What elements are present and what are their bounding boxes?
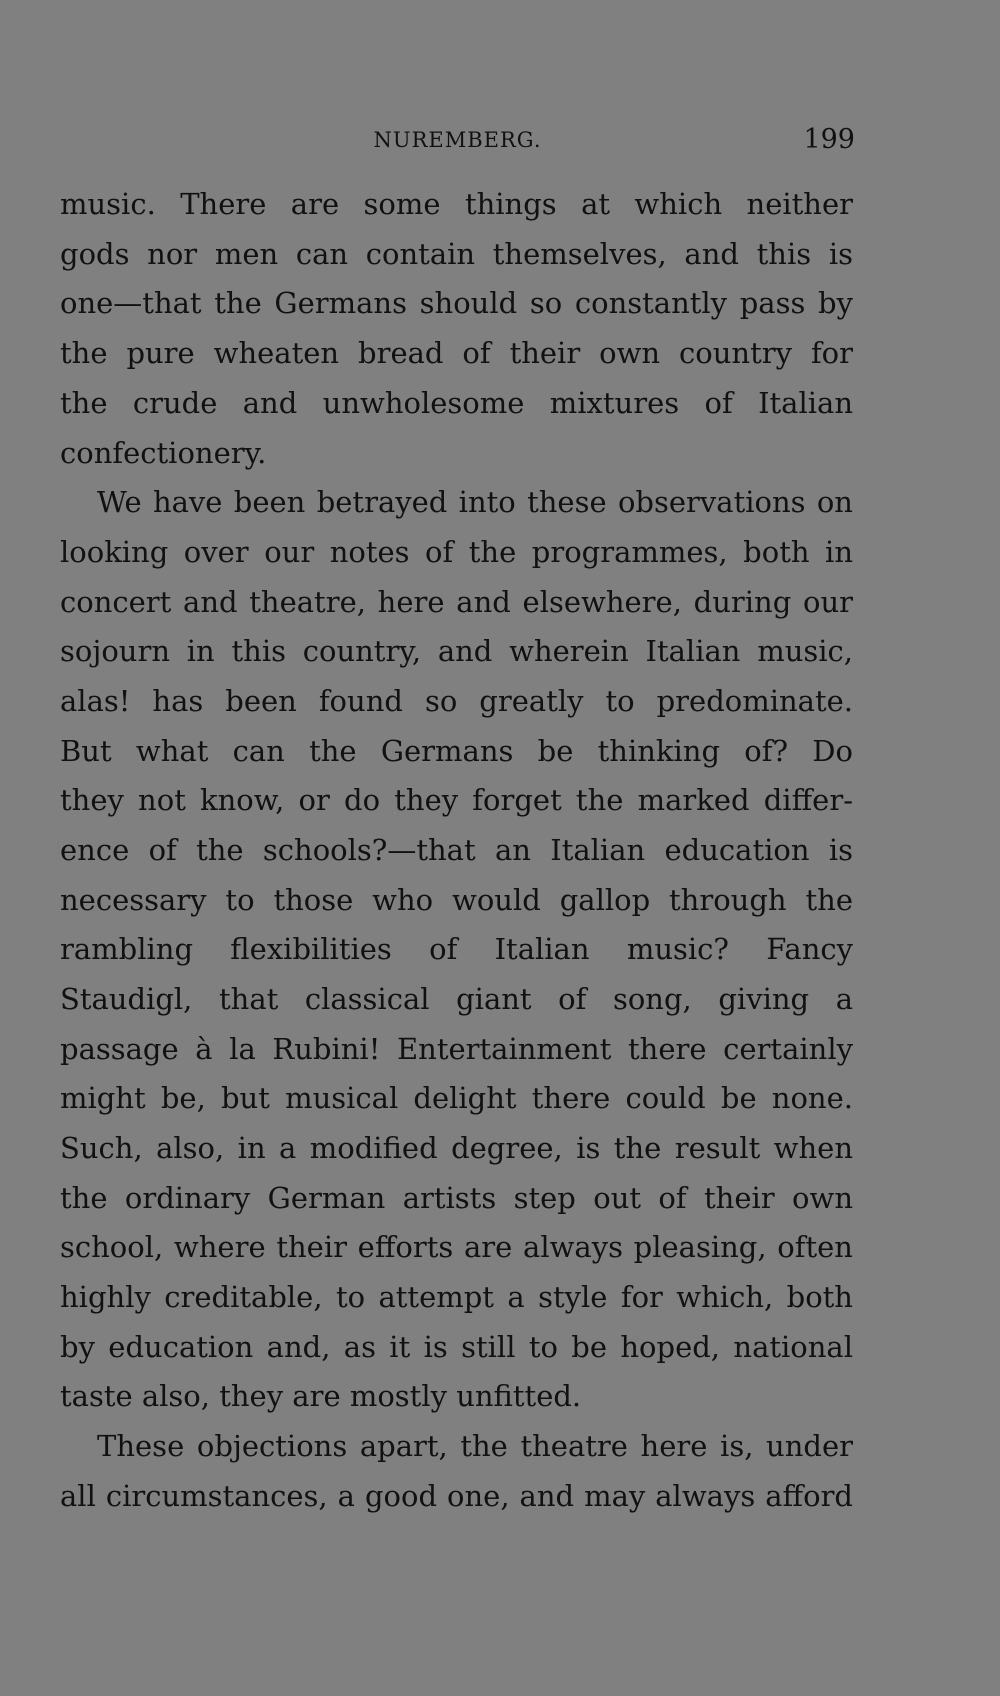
text-line: confectionery. [60,436,267,470]
text-line: necessary to those who would gallop through the [60,883,853,917]
text-line: the ordinary German artists step out of their own [60,1181,853,1215]
text-line: rambling flexibilities of Italian music? Fancy [60,932,853,966]
running-head-title: NUREMBERG. [373,128,542,152]
text-line: highly creditable, to attempt a style for which, both [60,1280,853,1314]
text-line: gods nor men can contain themselves, and this is [60,237,853,271]
text-line: Staudigl, that classical giant of song, giving a [60,982,853,1016]
text-line: school, where their efforts are always pleasing, often [60,1230,853,1264]
text-line: concert and theatre, here and elsewhere, during our [60,585,853,619]
text-line: by education and, as it is still to be hoped, national [60,1330,853,1364]
text-line: all circumstances, a good one, and may always afford [60,1479,853,1513]
text-line: might be, but musical delight there could be none. [60,1081,853,1115]
text-line: Such, also, in a modified degree, is the result when [60,1131,853,1165]
text-line: ence of the schools?—that an Italian education is [60,833,853,867]
text-line: they not know, or do they forget the marked differ- [60,783,853,817]
text-line: alas! has been found so greatly to predominate. [60,684,853,718]
text-line: music. There are some things at which neither [60,187,853,221]
text-line: These objections apart, the theatre here is, under [97,1429,853,1463]
running-head [60,124,855,158]
text-line: one—that the Germans should so constantly pass by [60,286,853,320]
text-line: taste also, they are mostly unfitted. [60,1379,582,1413]
text-line: But what can the Germans be thinking of? Do [60,734,853,768]
text-line: passage à la Rubini! Entertainment there certainly [60,1032,853,1066]
text-line: looking over our notes of the programmes, both in [60,535,853,569]
text-line: We have been betrayed into these observations on [97,485,853,519]
text-line: sojourn in this country, and wherein Italian music, [60,634,853,668]
text-line: the crude and unwholesome mixtures of Italian [60,386,853,420]
text-line: the pure wheaten bread of their own country for [60,336,853,370]
page-number: 199 [803,124,855,155]
